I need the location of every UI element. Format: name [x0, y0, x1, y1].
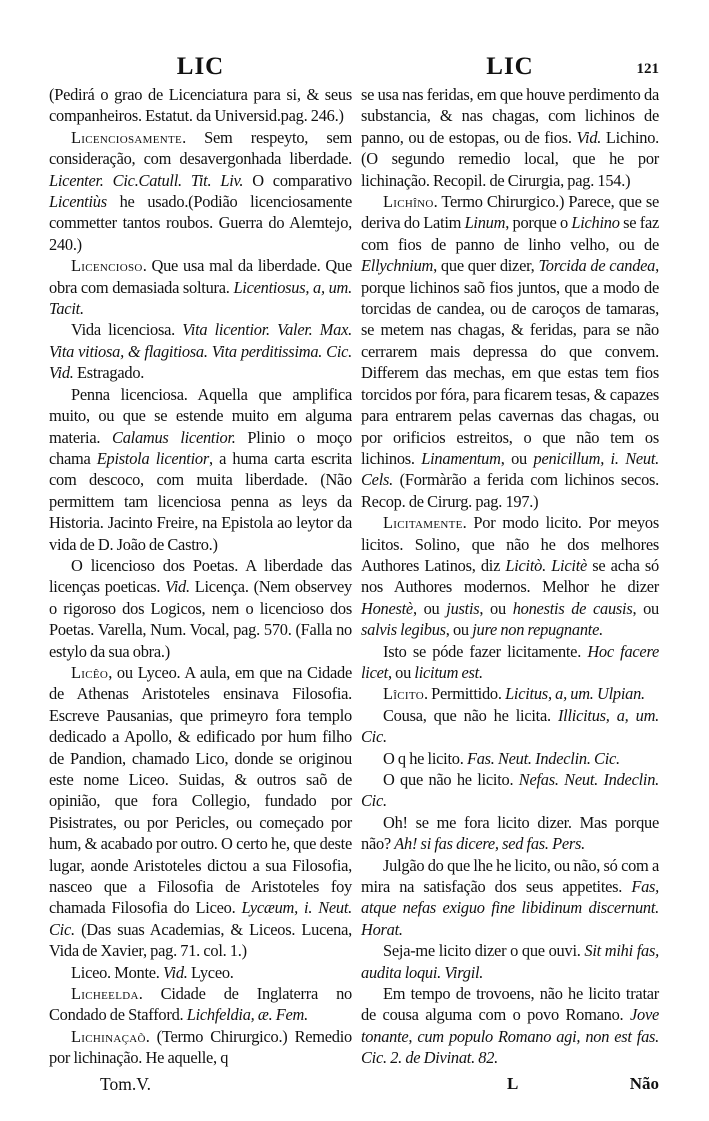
latin-citation: Vid. — [163, 962, 188, 982]
footer-row — [49, 1073, 685, 1097]
entry-continuation — [49, 84, 352, 127]
headword: Licencioso — [71, 256, 143, 276]
dictionary-entry — [361, 812, 659, 855]
latin-citation: justis — [446, 598, 480, 618]
entry-text: , ou — [412, 598, 447, 618]
dictionary-entry — [361, 983, 659, 1069]
latin-citation: Fas. Neut. Indeclin. Cic. — [466, 748, 620, 768]
right-footer-cell — [361, 1073, 659, 1095]
latin-citation: Jove tonante, cum populo Romano agi, non est fas. Cic. 2. de Divinat. 82. — [361, 1005, 659, 1068]
latin-citation: Licitò. Licitè — [505, 555, 588, 575]
latin-citation: Vid. — [576, 127, 602, 147]
entry-text: Lyceo. — [187, 962, 234, 982]
entry-text: (Pedirá o grao de Licenciatura para si, & seus companheiros. Estatut. da Universid.pag. 246.) — [49, 85, 352, 126]
entry-text: (Das suas Academias, & Liceos. Lucena, Vida de Xavier, pag. 71. col. 1.) — [49, 919, 352, 961]
latin-citation: Licenter. Cic.Catull. Tit. Liv. — [49, 170, 244, 190]
latin-citation: Vid. — [165, 577, 190, 597]
entry-text: Lichino. (O segundo remedio local, que he por lichinação. Recopil. de Cirurgia, pag. 154.) — [361, 127, 659, 190]
entry-text: Julgão do que lhe he licito, ou não, só com a mira na satisfação dos seus appetites. — [361, 855, 659, 897]
entry-text: Plinio o moço chama — [49, 427, 352, 468]
latin-citation: Honestè — [361, 598, 413, 618]
entry-text: se acha só nos Authores modernos. Melhor he dizer — [361, 555, 660, 597]
entry-text: O comparativo — [243, 170, 352, 190]
entry-text: . Termo Chirurgico.) Parece, que se deriva do Latim — [361, 192, 659, 233]
entry-text: Licença. (Nem observey o rigoroso dos Logicos, nem o licencioso dos Poetas. Varella, Num. Vocal, pag. 570. (Falla no estylo da sua obra.) — [49, 577, 352, 661]
entry-continuation — [361, 84, 659, 191]
entry-text: Cousa, que não he licita. — [383, 705, 558, 725]
entry-text: , porque o — [505, 213, 572, 233]
page-number: 121 — [636, 61, 659, 77]
entry-text: , a huma carta escrita com descoco, com muita liberdade. (Não permittem tam licenciosa penna as leys da Historia. Jacinto Freire, na Epistola ao leytor da vida de D. João de Castro.) — [49, 448, 352, 554]
latin-citation: Torcida de candea — [538, 256, 656, 276]
text-columns — [49, 84, 685, 1069]
entry-text: Seja-me licito dizer o que ouvi. — [383, 941, 585, 961]
dictionary-entry — [361, 748, 659, 769]
entry-text: O que não he licito. — [383, 770, 519, 789]
left-footer-cell — [49, 1073, 352, 1097]
entry-text: O q he licito. — [383, 748, 467, 768]
entry-text: Estragado. — [73, 363, 145, 383]
latin-citation: penicillum, i. Neut. Cels. — [361, 448, 660, 490]
entry-text: , ou — [479, 598, 513, 618]
dictionary-entry — [361, 769, 659, 812]
entry-text: se usa nas feridas, em que houve perdimento da substancia, & nas chagas, com lichinos de panno, ou de estopas, ou de fios. — [361, 85, 659, 147]
dictionary-entry — [49, 127, 352, 255]
dictionary-entry — [361, 512, 659, 640]
latin-citation: Ah! si fas dicere, sed fas. Pers. — [394, 834, 586, 854]
entry-text: , ou — [632, 598, 659, 618]
entry-text: , que quer dizer, — [433, 256, 539, 276]
latin-citation: Hoc facere licet — [361, 641, 659, 682]
entry-text: . Cidade de Inglaterra no Condado de Stafford. — [49, 984, 352, 1025]
latin-citation: Lichfeldia, æ. Fem. — [186, 1005, 308, 1025]
signature-mark: L — [507, 1073, 519, 1093]
latin-citation: Vita licentior. Valer. Max. Vita vitiosa, & flagitiosa. Vita perditissima. Cic. Vid. — [49, 320, 352, 383]
latin-citation: Nefas. Neut. Indeclin. Cic. — [361, 770, 659, 811]
latin-citation: Fas, atque nefas exiguo fine libidinum discernunt. Horat. — [361, 877, 659, 939]
latin-citation: salvis legibus — [361, 620, 446, 640]
entry-text: Vida licenciosa. — [71, 320, 183, 340]
dictionary-entry — [49, 255, 352, 319]
entry-text: , ou Lyceo. A aula, em que na Cidade de Athenas Aristoteles ensinava Filosofia. Escreve Pausanias, que primeyro fora templo dedicado a Apollo, & edificado por hum filho de Pandion, chamado Lico, donde se originou este nome Liceo. Suidas, & outros saõ de opinião, que fora Collegio, fundado por Pisistrates, ou por Pericles, ou começado por hum, & acabado por outro. O certo he, que deste lugar, aonde Aristoteles dictou a sua Filosofia, nasceo que a Filosofia de Aristoteles foy chamada Filosofia do Liceo. — [49, 662, 352, 918]
dictionary-entry — [49, 319, 352, 383]
dictionary-entry — [49, 983, 352, 1026]
entry-text: Isto se póde fazer licitamente. — [383, 641, 588, 661]
right-column — [361, 84, 659, 1069]
latin-citation: Linum — [464, 213, 506, 233]
entry-text: , ou — [445, 620, 473, 640]
entry-text: he usado.(Podião licenciosamente commetter tantos roubos. Guerra do Alemtejo, 240.) — [49, 192, 352, 254]
entry-text: , ou — [500, 448, 534, 468]
entry-text: Em tempo de trovoens, não he licito tratar de cousa alguma com o povo Romano. — [361, 984, 659, 1025]
entry-text: . Que usa mal da liberdade. Que obra com demasiada soltura. — [49, 256, 352, 297]
left-head-cell — [49, 52, 352, 82]
dictionary-entry — [361, 855, 659, 941]
dictionary-entry — [361, 191, 659, 512]
latin-citation: honestis de causis — [512, 598, 633, 618]
dictionary-entry — [49, 962, 352, 983]
entry-text: . (Termo Chirurgico.) Remedio por lichinação. He aquelle, q — [49, 1026, 352, 1068]
entry-text: . Por modo licito. Por meyos licitos. Solino, que não he dos melhores Authores Latinos, diz — [361, 513, 659, 575]
latin-citation: licitum est. — [414, 662, 483, 682]
latin-citation: Lichino — [571, 213, 620, 233]
entry-text: Penna licenciosa. Aquella que amplifica muito, ou que se estende muito em alguma materia. — [49, 384, 352, 447]
latin-citation: Linamentum — [421, 448, 501, 468]
entry-text: , ou — [387, 662, 415, 682]
entry-text: , porque lichinos saõ fios juntos, que a modo de torcidas de candea, ou de caroços de tamaras, se metem nas chagas, & feridas, para se não cerrarem mais depressa do que convem. Differem das mechas, em que estas tem fios torcidos por fóra, para ficarem tesas, & capazes para entrarem pelas cavernas das chagas, ou por orificios estreitos, o que não tem os lichinos. — [361, 256, 659, 468]
headword: Licêo — [71, 662, 109, 682]
dictionary-entry — [361, 705, 659, 748]
running-head-left: LIC — [176, 53, 225, 80]
entry-text: O licencioso dos Poetas. A liberdade das licenças poeticas. — [49, 555, 352, 597]
latin-citation: Licentiosus, a, um. Tacit. — [49, 277, 352, 319]
dictionary-entry — [49, 662, 352, 962]
dictionary-entry — [49, 1026, 352, 1069]
latin-citation: Ellychnium — [361, 256, 434, 276]
dictionary-entry — [49, 384, 352, 555]
dictionary-entry — [361, 940, 659, 983]
headword: Lichinaçaõ — [71, 1026, 146, 1046]
latin-citation: Licitus, a, um. Ulpian. — [505, 684, 645, 704]
running-head-row — [49, 36, 685, 82]
headword: Lîcito — [383, 684, 424, 704]
headword: Licenciosamente — [71, 127, 183, 147]
headword: Licheelda — [71, 984, 139, 1004]
running-head-right: LIC — [486, 53, 534, 80]
latin-citation: jure non repugnante. — [472, 620, 603, 640]
latin-citation: Lycæum, i. Neut. Cic. — [49, 898, 353, 939]
headword: Lichîno — [383, 192, 434, 212]
catchword: Não — [629, 1073, 659, 1093]
entry-text: se faz com fios de panno de linho velho, ou de — [361, 213, 659, 254]
latin-citation: Sit mihi fas, audita loqui. Virgil. — [361, 941, 659, 982]
right-head-cell — [361, 52, 659, 82]
entry-text: Liceo. Monte. — [71, 962, 163, 982]
dictionary-entry — [49, 555, 352, 662]
entry-text: Oh! se me fora licito dizer. Mas porque não? — [361, 812, 659, 854]
latin-citation: Calamus licentior. — [112, 427, 236, 447]
latin-citation: Illicitus, a, um. Cic. — [361, 705, 660, 747]
dictionary-entry — [361, 683, 659, 704]
entry-text: . Permittido. — [423, 684, 506, 704]
latin-citation: Licentiùs — [49, 192, 107, 212]
latin-citation: Epistola licentior — [96, 448, 209, 468]
entry-text: . Sem respeyto, sem consideração, com desavergonhada liberdade. — [49, 127, 352, 169]
headword: Licitamente — [383, 513, 463, 533]
dictionary-entry — [361, 641, 659, 684]
left-column — [49, 84, 352, 1069]
tome-label: Tom.V. — [100, 1073, 151, 1094]
entry-text: (Formàrão a ferida com lichinos secos. Recop. de Cirurg. pag. 197.) — [361, 470, 659, 511]
